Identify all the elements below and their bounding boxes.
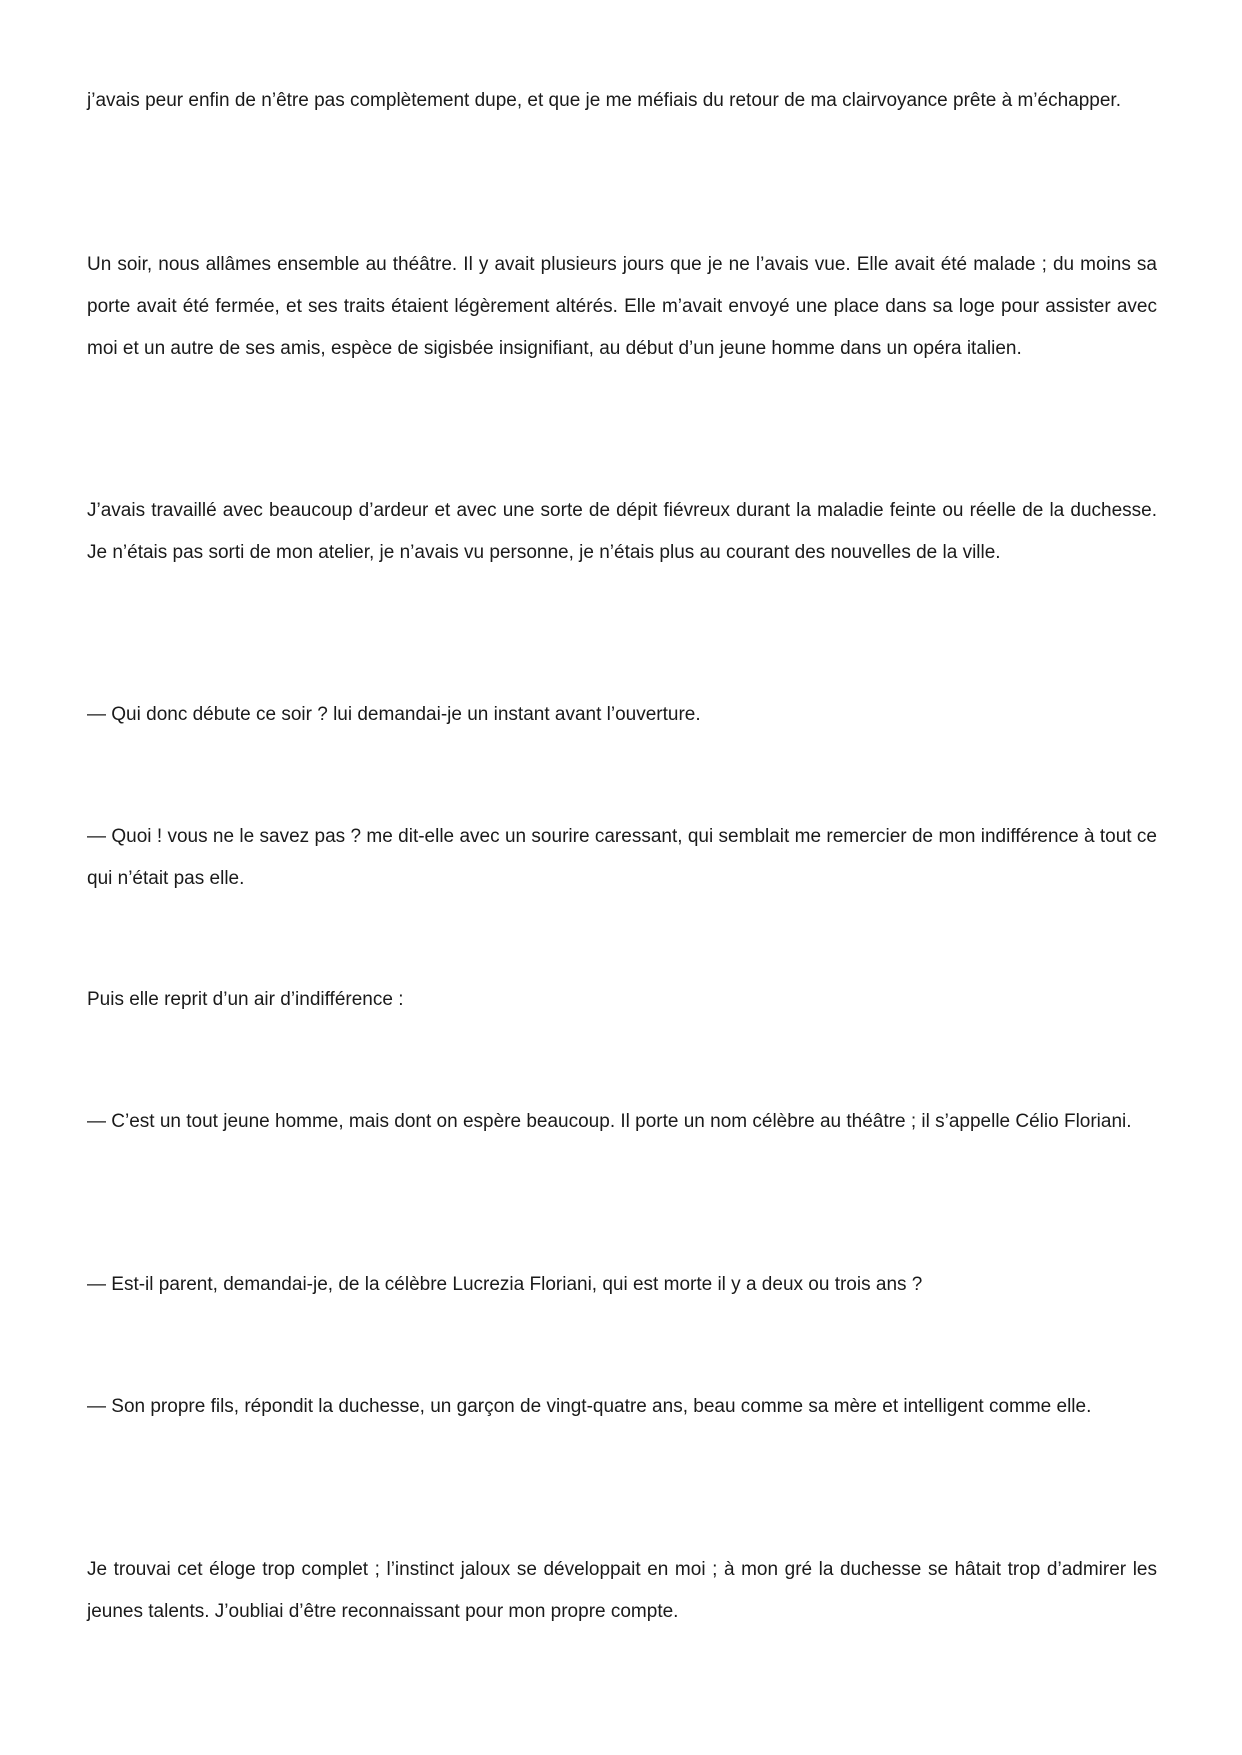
paragraph-6: Puis elle reprit d’un air d’indifférence : xyxy=(87,989,404,1010)
paragraph-10: Je trouvai cet éloge trop complet ; l’instinct jaloux se développait en moi ; à mon gré la duchesse se hâtait trop d’admirer les jeunes talents. J’oubliai d’être reconnaissant pour mon propre compte. xyxy=(87,1559,1157,1622)
paragraph-5: — Quoi ! vous ne le savez pas ? me dit-elle avec un sourire caressant, qui semblait me remercier de mon indifférence à tout ce qui n’était pas elle. xyxy=(87,826,1157,889)
paragraph-4: — Qui donc débute ce soir ? lui demandai-je un instant avant l’ouverture. xyxy=(87,704,701,725)
paragraph-7: — C’est un tout jeune homme, mais dont on espère beaucoup. Il porte un nom célèbre au théâtre ; il s’appelle Célio Floriani. xyxy=(87,1111,1132,1132)
paragraph-3: J’avais travaillé avec beaucoup d’ardeur et avec une sorte de dépit fiévreux durant la maladie feinte ou réelle de la duchesse. Je n’étais pas sorti de mon atelier, je n’avais vu personne, je n’étais plus au courant des nouvelles de la ville. xyxy=(87,500,1157,563)
paragraph-9: — Son propre fils, répondit la duchesse, un garçon de vingt-quatre ans, beau comme sa mère et intelligent comme elle. xyxy=(87,1396,1092,1417)
paragraph-1: j’avais peur enfin de n’être pas complètement dupe, et que je me méfiais du retour de ma clairvoyance prête à m’échapper. xyxy=(87,90,1121,111)
paragraph-2: Un soir, nous allâmes ensemble au théâtre. Il y avait plusieurs jours que je ne l’avais vue. Elle avait été malade ; du moins sa porte avait été fermée, et ses traits étaient légèrement altérés. Elle m’avait envoyé une place dans sa loge pour assister avec moi et un autre de ses amis, espèce de sigisbée insignifiant, au début d’un jeune homme dans un opéra italien. xyxy=(87,254,1157,359)
paragraph-8: — Est-il parent, demandai-je, de la célèbre Lucrezia Floriani, qui est morte il y a deux ou trois ans ? xyxy=(87,1274,923,1295)
